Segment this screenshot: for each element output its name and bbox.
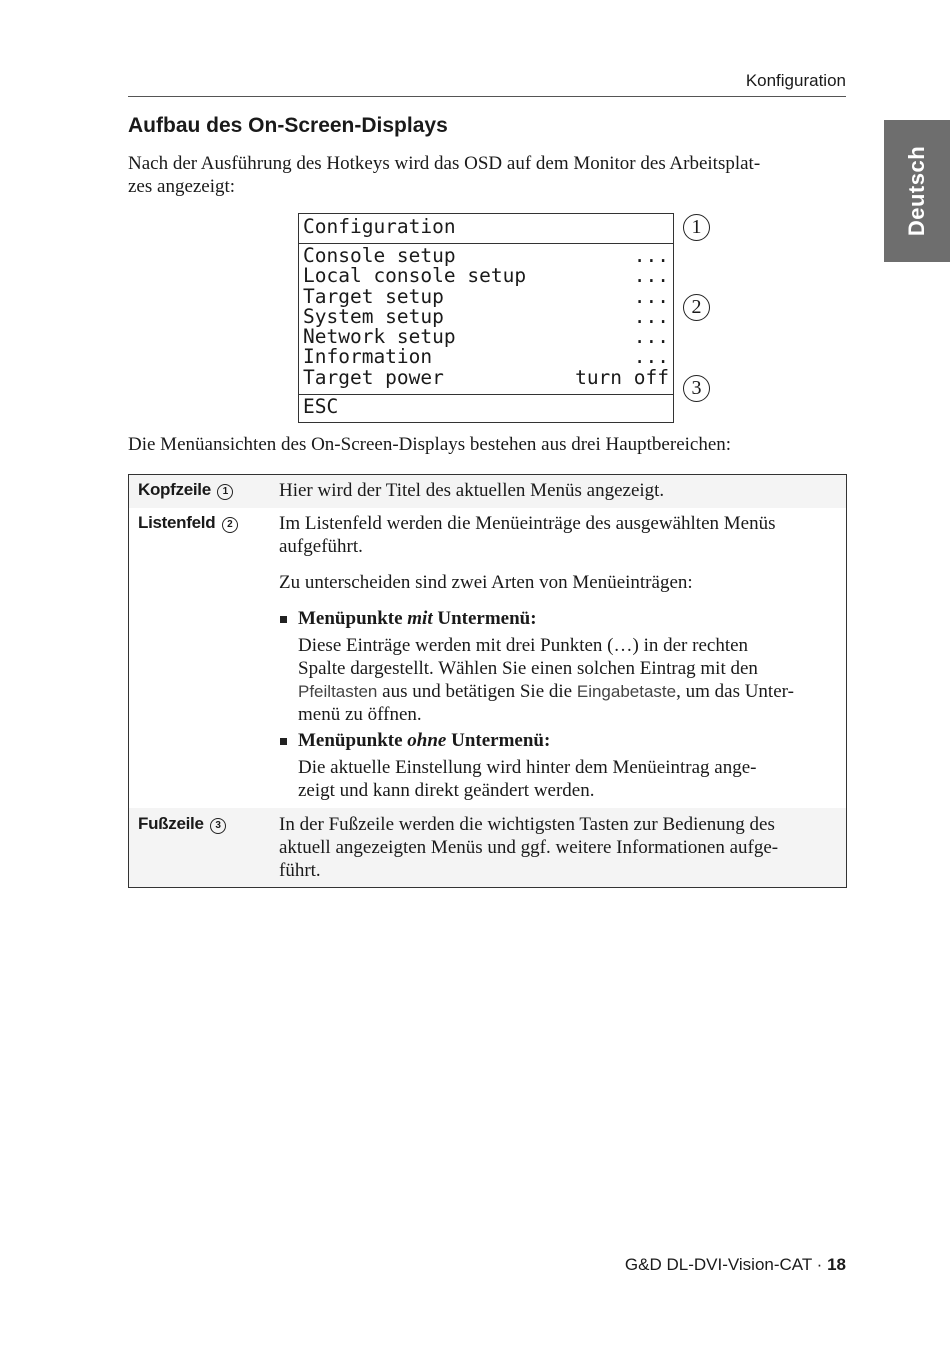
bullet-title-part: Untermenü: [432,608,537,629]
osd-item-value: ... [633,325,669,349]
bullet-title [279,607,841,630]
text-line [298,680,841,703]
osd-item-label: Information [303,345,433,369]
osd-item-value: ... [633,304,669,328]
row-marker: 1 [217,484,233,500]
text-part: aus und betätigen Sie die [377,681,577,702]
row-marker: 3 [210,818,226,834]
osd-item-label: Target power [303,365,444,389]
osd-footer-line: ESC [303,395,339,418]
text-line: Spalte dargestellt. Wählen Sie einen solchen Eintrag mit den [298,658,758,679]
osd-item-label: Local console setup [303,264,527,288]
row-label-text: Fußzeile [138,814,204,833]
row-label [138,513,238,533]
areas-intro: Die Menüansichten des On-Screen-Displays bestehen aus drei Hauptbereichen: [128,434,732,455]
osd-menu-item [303,266,669,286]
osd-menu-item [303,365,669,389]
callout-marker-1: 1 [683,214,710,241]
callout-marker-2: 2 [683,294,710,321]
bullet-title-part: Menüpunkte [298,730,408,751]
bullet-item [279,729,841,802]
osd-menu-item [303,246,669,266]
bullet-square-icon [280,738,287,745]
row-label [138,814,226,834]
table-row [129,808,846,887]
row-text [279,512,841,558]
intro-paragraph [128,152,846,198]
osd-item-label: Console setup [303,244,456,267]
intro-line: Nach der Ausführung des Hotkeys wird das OSD auf dem Monitor des Arbeitsplat- [128,153,761,174]
language-tab [884,120,950,262]
page-number: 18 [827,1255,846,1274]
types-intro: Zu unterscheiden sind zwei Arten von Menüeinträgen: [279,572,693,593]
text-line: aufgeführt. [279,536,363,557]
text-line: Die aktuelle Einstellung wird hinter dem Menüeintrag ange- [298,757,757,778]
bullet-square-icon [280,616,287,623]
product-name: G&D DL-DVI-Vision-CAT · [624,1255,828,1274]
header-rule [128,96,846,97]
row-text [279,813,841,882]
key-name-arrow-keys: Pfeiltasten [298,682,378,701]
section-title: Aufbau des On-Screen-Displays [128,114,448,137]
osd-menu-illustration [298,213,674,423]
osd-item-value: turn off [575,365,669,389]
osd-list-field [299,244,673,395]
key-name-enter: Eingabetaste [576,682,677,701]
bullet-title-emphasis: ohne [407,730,447,751]
language-tab-label: Deutsch [904,145,930,237]
row-label-text: Kopfzeile [138,480,211,499]
osd-menu-item [303,347,669,367]
text-part: , um das Unter- [676,681,794,702]
text-line: Diese Einträge werden mit drei Punkten (…) in der rechten [298,635,749,656]
text-line: aktuell angezeigten Menüs und ggf. weitere Informationen aufge- [279,837,779,858]
row-marker: 2 [222,517,238,533]
osd-item-value: ... [633,284,669,308]
osd-header-line: Configuration [299,214,673,244]
table-row [129,508,846,808]
text-line: menü zu öffnen. [298,704,422,725]
bullet-text [279,634,841,726]
osd-menu-item [303,284,669,308]
bullet-title-part: Menüpunkte [298,608,408,629]
areas-table [128,474,847,888]
bullet-title-part: Untermenü: [446,730,551,751]
osd-item-label: Network setup [303,325,456,349]
intro-line: zes angezeigt: [128,176,236,197]
page-footer [625,1255,846,1275]
chapter-header: Konfiguration [745,71,846,90]
row-label-text: Listenfeld [138,513,216,532]
table-row [129,475,846,508]
osd-item-value: ... [633,244,669,267]
row-text: Hier wird der Titel des aktuellen Menüs angezeigt. [279,480,665,501]
row-label [138,480,233,500]
osd-item-label: Target setup [303,284,444,308]
text-line: In der Fußzeile werden die wichtigsten Tasten zur Bedienung des [279,814,775,835]
callout-marker-3: 3 [683,375,710,402]
osd-item-value: ... [633,264,669,288]
text-line: führt. [279,860,321,881]
bullet-item [279,607,841,726]
osd-menu-item [303,327,669,347]
osd-menu-item [303,304,669,328]
text-line: zeigt und kann direkt geändert werden. [298,780,595,801]
bullet-title-emphasis: mit [407,608,433,629]
osd-item-label: System setup [303,304,444,328]
bullet-title [279,729,841,752]
bullet-text [279,756,841,802]
osd-item-value: ... [633,345,669,369]
text-line: Im Listenfeld werden die Menüeinträge des ausgewählten Menüs [279,513,776,534]
